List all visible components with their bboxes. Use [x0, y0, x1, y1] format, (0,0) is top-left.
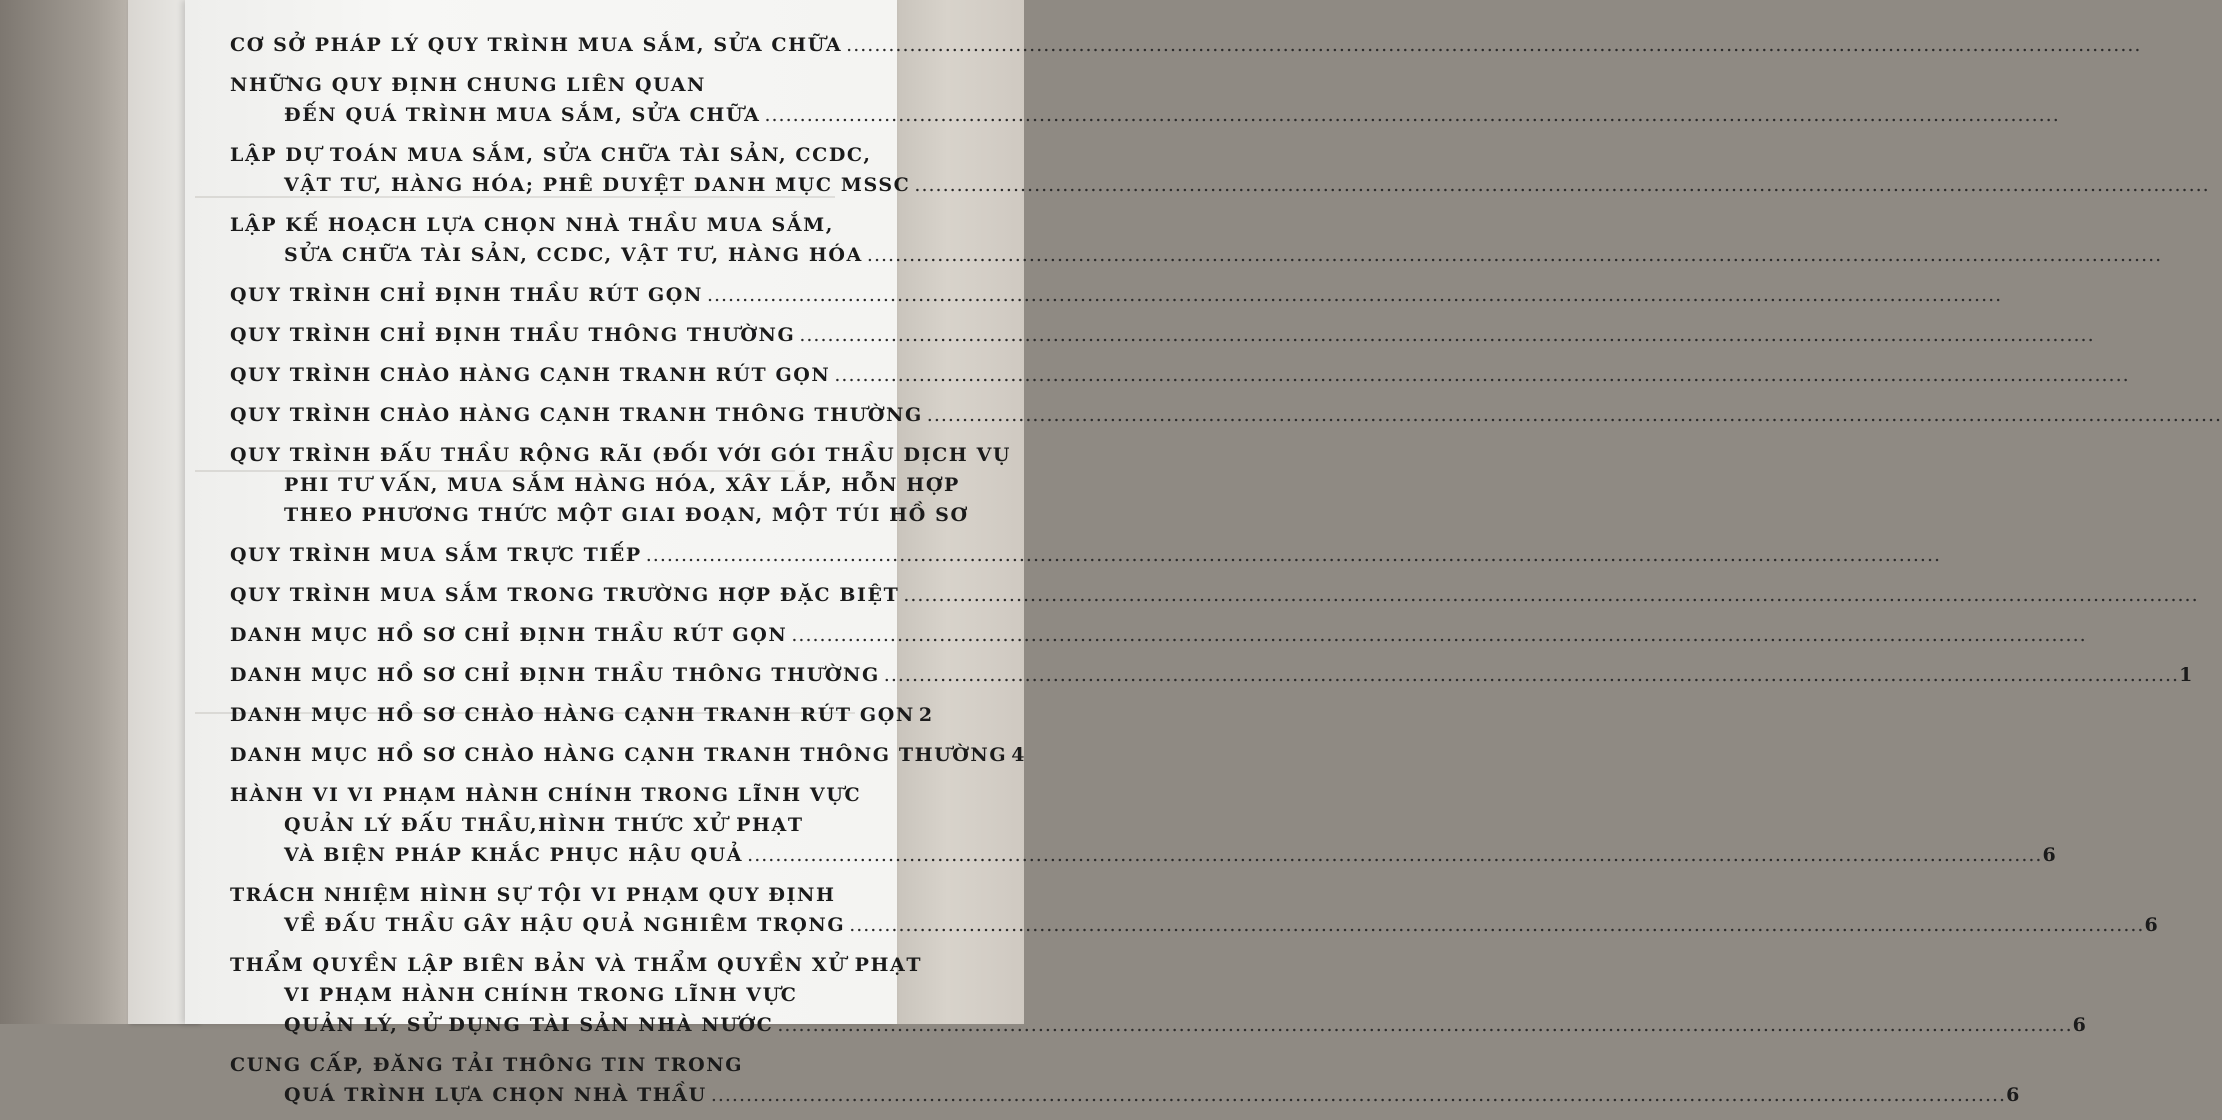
- toc-entry-title-continuation: [230, 980, 930, 1010]
- toc-entry: [230, 620, 930, 650]
- toc-entry-text: DANH MỤC HỒ SƠ CHÀO HÀNG CẠNH TRANH RÚT GỌN: [230, 704, 915, 726]
- toc-entry-title: [230, 780, 930, 810]
- dot-leader: [846, 30, 2141, 60]
- toc-entry-title: [230, 620, 930, 650]
- toc-entry: [230, 660, 2194, 690]
- toc-entry-text: QUY TRÌNH CHỈ ĐỊNH THẦU RÚT GỌN: [230, 284, 703, 306]
- toc-entry-text: LẬP KẾ HOẠCH LỰA CHỌN NHÀ THẦU MUA SẮM,: [230, 214, 835, 236]
- toc-entry: [230, 400, 930, 430]
- toc-entry-text: CUNG CẤP, ĐĂNG TẢI THÔNG TIN TRONG: [230, 1054, 744, 1076]
- toc-entry-title: [230, 950, 930, 980]
- toc-entry: [230, 70, 930, 130]
- toc-entry-text: QUY TRÌNH MUA SẮM TRONG TRƯỜNG HỢP ĐẶC BIỆT: [230, 584, 900, 606]
- toc-entry-text: VỀ ĐẤU THẦU GÂY HẬU QUẢ NGHIÊM TRỌNG: [284, 914, 846, 936]
- toc-page-number: 6: [2072, 1014, 2088, 1036]
- toc-entry-text: CƠ SỞ PHÁP LÝ QUY TRÌNH MUA SẮM, SỬA CHỮA: [230, 34, 843, 56]
- toc-entry-text: QUÁ TRÌNH LỰA CHỌN NHÀ THẦU: [284, 1084, 707, 1106]
- toc-entry-text: QUY TRÌNH MUA SẮM TRỰC TIẾP: [230, 544, 642, 566]
- dot-leader: [849, 910, 2144, 940]
- toc-entry-title: [230, 1050, 930, 1080]
- toc-page-number: 6: [2144, 914, 2160, 936]
- toc-entry-title-continuation: [230, 100, 930, 130]
- toc-entry-title: [230, 70, 930, 100]
- toc-entry-title: [230, 540, 930, 570]
- toc-entry-text: NHỮNG QUY ĐỊNH CHUNG LIÊN QUAN: [230, 74, 707, 96]
- dot-leader: [884, 660, 2179, 690]
- toc-entry: [230, 780, 2058, 870]
- dot-leader: [799, 320, 2094, 350]
- toc-page-number: 2: [918, 704, 934, 726]
- background-table: [0, 0, 135, 1024]
- dot-leader: [914, 170, 2209, 200]
- toc-entry: [230, 740, 1027, 770]
- toc-entry-text: THẨM QUYỀN LẬP BIÊN BẢN VÀ THẨM QUYỀN XỬ PHẠT: [230, 954, 923, 976]
- toc-entry: [230, 1050, 2021, 1110]
- toc-entry-title-continuation: [230, 1080, 2021, 1110]
- toc-entry-text: QUY TRÌNH CHÀO HÀNG CẠNH TRANH RÚT GỌN: [230, 364, 831, 386]
- dot-leader: [927, 400, 2222, 430]
- toc-entry-text: QUY TRÌNH CHỈ ĐỊNH THẦU THÔNG THƯỜNG: [230, 324, 796, 346]
- toc-entry: [230, 210, 930, 270]
- toc-entry: [230, 280, 930, 310]
- dot-leader: [791, 620, 2086, 650]
- toc-entry-title-continuation: [230, 500, 969, 530]
- toc-entry-title: [230, 700, 934, 730]
- dot-leader: [903, 580, 2198, 610]
- toc-page-number: 6: [2006, 1084, 2021, 1106]
- toc-entry-text: VẬT TƯ, HÀNG HÓA; PHÊ DUYỆT DANH MỤC MSSC: [284, 174, 911, 196]
- toc-entry: [230, 540, 930, 570]
- toc-entry: [230, 360, 930, 390]
- toc-entry-text: QUY TRÌNH ĐẤU THẦU RỘNG RÃI (ĐỐI VỚI GÓI THẦU DỊCH VỤ: [230, 444, 1012, 466]
- toc-entry: [230, 440, 1012, 530]
- toc-entry-title: [230, 360, 930, 390]
- toc-entry-text: QUẢN LÝ, SỬ DỤNG TÀI SẢN NHÀ NƯỚC: [284, 1014, 774, 1036]
- toc-entry-text: HÀNH VI VI PHẠM HÀNH CHÍNH TRONG LĨNH VỰC: [230, 784, 862, 806]
- toc-entry-text: QUY TRÌNH CHÀO HÀNG CẠNH TRANH THÔNG THƯỜNG: [230, 404, 923, 426]
- toc-entry: [230, 30, 930, 60]
- toc-entry-text: ĐẾN QUÁ TRÌNH MUA SẮM, SỬA CHỮA: [284, 104, 761, 126]
- toc-page-number: 4: [1011, 744, 1027, 766]
- toc-page-number: 6: [2042, 844, 2058, 866]
- toc-entry-title: [230, 140, 930, 170]
- dot-leader: [707, 280, 2002, 310]
- toc-entry-title-continuation: [230, 240, 930, 270]
- dot-leader: [747, 840, 2042, 870]
- dot-leader: [646, 540, 1941, 570]
- toc-entry-title-continuation: [230, 1010, 2088, 1040]
- toc-entry: [230, 950, 2088, 1040]
- dot-leader: [764, 100, 2059, 130]
- toc-entry-text: QUẢN LÝ ĐẤU THẦU,HÌNH THỨC XỬ PHẠT: [284, 814, 804, 836]
- toc-entry-title: [230, 740, 1027, 770]
- toc-entry-title: [230, 210, 930, 240]
- toc-entry: [230, 700, 934, 730]
- toc-entry-text: LẬP DỰ TOÁN MUA SẮM, SỬA CHỮA TÀI SẢN, CCDC,: [230, 144, 872, 166]
- toc-entry-text: DANH MỤC HỒ SƠ CHỈ ĐỊNH THẦU RÚT GỌN: [230, 624, 788, 646]
- toc-entry-title: [230, 580, 930, 610]
- toc-entry-title: [230, 880, 930, 910]
- toc-entry-text: DANH MỤC HỒ SƠ CHÀO HÀNG CẠNH TRANH THÔNG THƯỜNG: [230, 744, 1008, 766]
- toc-entry-text: VI PHẠM HÀNH CHÍNH TRONG LĨNH VỰC: [284, 984, 798, 1006]
- toc-entry-title-continuation: [230, 810, 930, 840]
- toc-entry-title-continuation: [230, 170, 930, 200]
- toc-entry: [230, 880, 2160, 940]
- toc-entry-title-continuation: [230, 470, 960, 500]
- toc-entry-title: [230, 30, 930, 60]
- book-page: [185, 0, 2194, 1106]
- dot-leader: [834, 360, 2129, 390]
- toc-entry-title: [230, 320, 930, 350]
- toc-entry: [230, 580, 930, 610]
- toc-entry-text: VÀ BIỆN PHÁP KHẮC PHỤC HẬU QUẢ: [284, 844, 744, 866]
- toc-page-number: 1: [2179, 664, 2194, 686]
- toc-entry-title-continuation: [230, 910, 2160, 940]
- toc-entry-title: [230, 400, 930, 430]
- dot-leader: [777, 1010, 2072, 1040]
- toc-entry-title: [230, 280, 930, 310]
- toc-entry: [230, 320, 930, 350]
- toc-entry-text: SỬA CHỮA TÀI SẢN, CCDC, VẬT TƯ, HÀNG HÓA: [284, 244, 863, 266]
- toc-entry-text: DANH MỤC HỒ SƠ CHỈ ĐỊNH THẦU THÔNG THƯỜNG: [230, 664, 880, 686]
- toc-entry: [230, 140, 930, 200]
- toc-entry-text: THEO PHƯƠNG THỨC MỘT GIAI ĐOẠN, MỘT TÚI HỒ SƠ: [284, 504, 969, 526]
- dot-leader: [711, 1080, 2006, 1110]
- toc-entry-text: TRÁCH NHIỆM HÌNH SỰ TỘI VI PHẠM QUY ĐỊNH: [230, 884, 836, 906]
- dot-leader: [867, 240, 2162, 270]
- toc-entry-title: [230, 660, 2194, 690]
- toc-entry-title-continuation: [230, 840, 2058, 870]
- table-of-contents: [230, 30, 2194, 1120]
- toc-entry-text: PHI TƯ VẤN, MUA SẮM HÀNG HÓA, XÂY LẮP, HỖN HỢP: [284, 474, 960, 496]
- toc-entry-title: [230, 440, 1012, 470]
